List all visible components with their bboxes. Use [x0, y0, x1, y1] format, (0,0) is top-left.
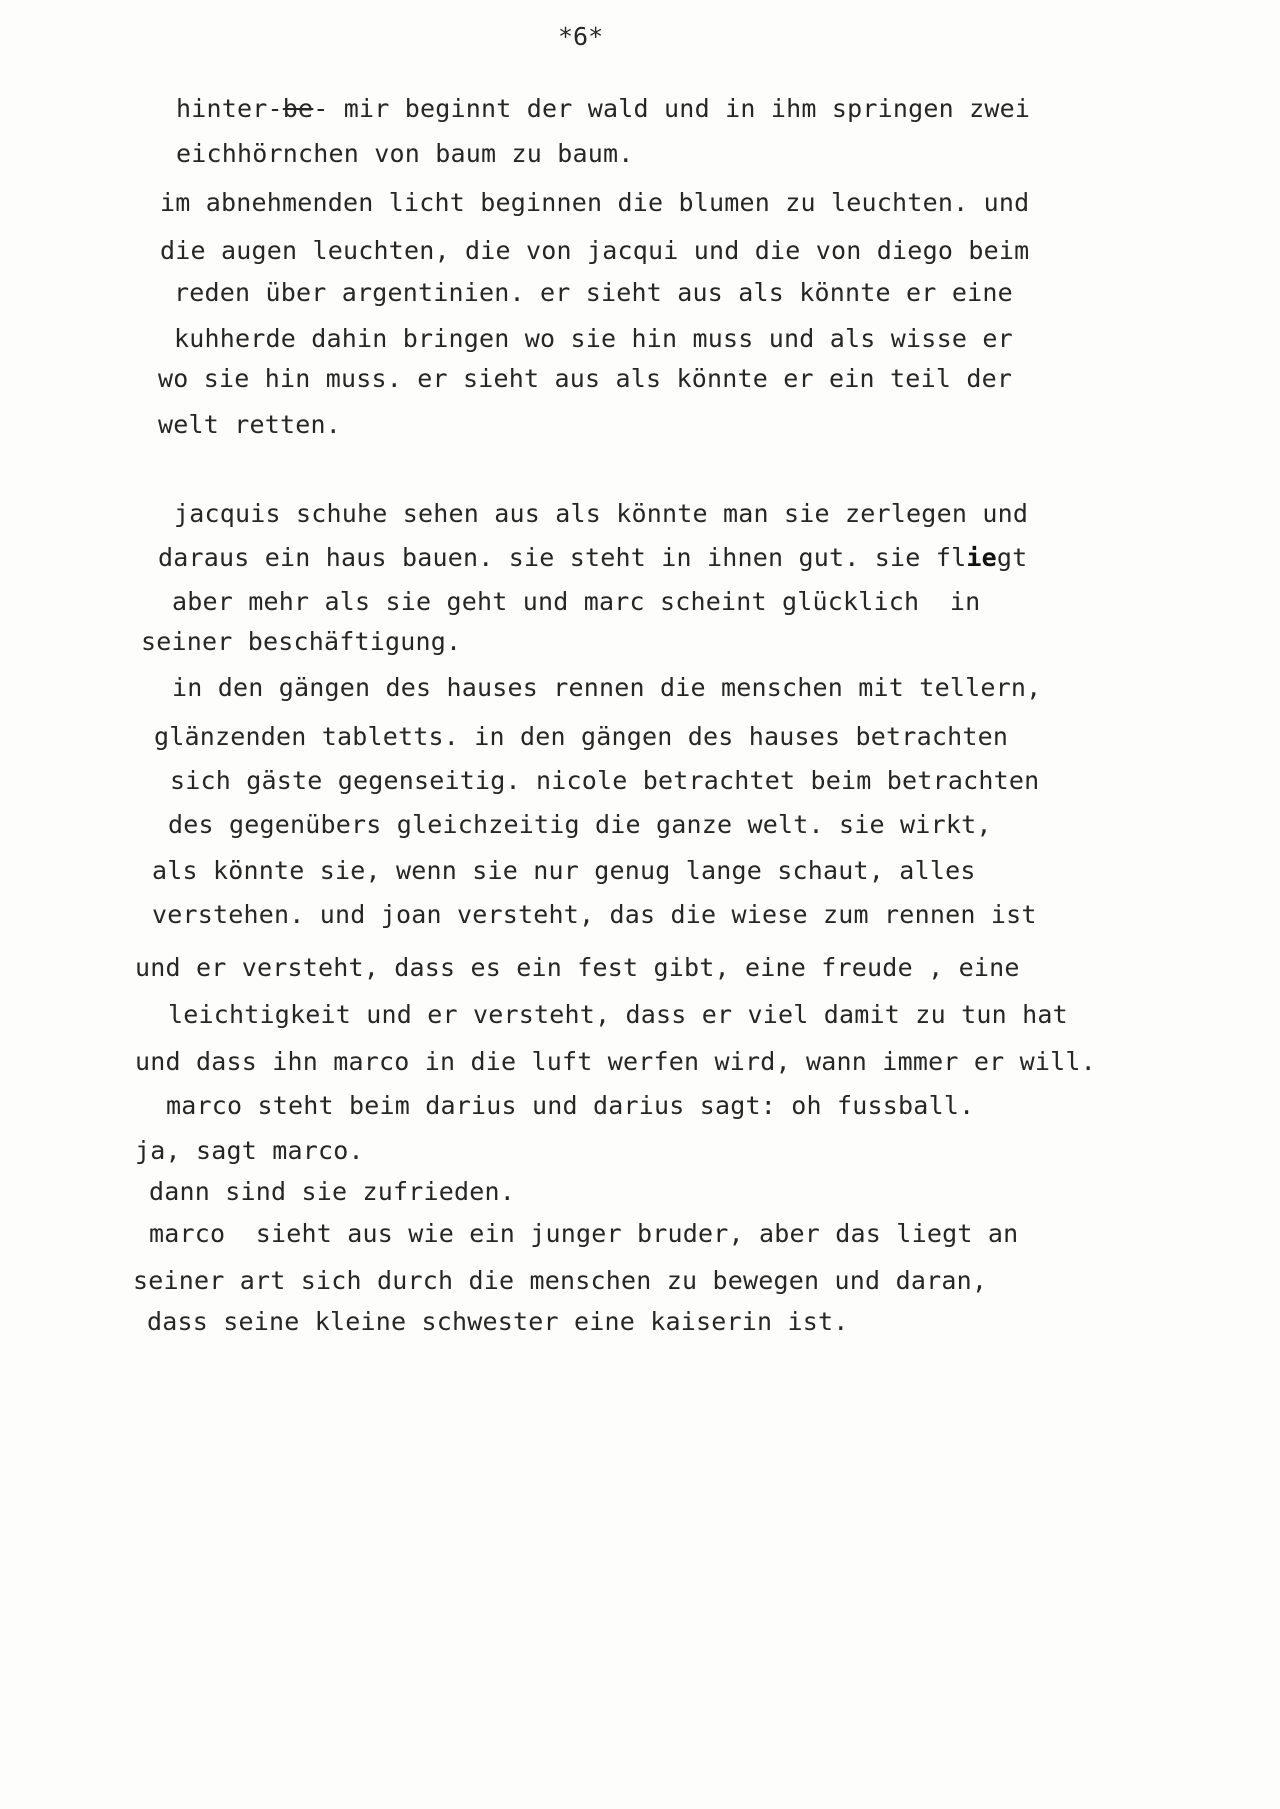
text-line: leichtigkeit und er versteht, dass er viel damit zu tun hat — [168, 1000, 1068, 1029]
text-segment: daraus ein haus bauen. sie steht in ihnen gut. sie fl — [158, 543, 967, 572]
struck-out-text: be — [282, 94, 314, 123]
text-line: im abnehmenden licht beginnen die blumen zu leuchten. und — [160, 188, 1030, 217]
text-line: jacquis schuhe sehen aus als könnte man sie zerlegen und — [174, 499, 1029, 528]
text-line: als könnte sie, wenn sie nur genug lange schaut, alles — [152, 856, 976, 885]
text-line: marco sieht aus wie ein junger bruder, aber das liegt an — [149, 1219, 1019, 1248]
text-line: welt retten. — [158, 410, 342, 439]
overtyped-text: ie — [966, 543, 997, 572]
text-line: dass seine kleine schwester eine kaiserin ist. — [147, 1307, 849, 1336]
text-line: dann sind sie zufrieden. — [149, 1177, 516, 1206]
text-segment: gt — [996, 543, 1028, 572]
text-line: verstehen. und joan versteht, das die wiese zum rennen ist — [152, 900, 1037, 929]
text-line: die augen leuchten, die von jacqui und die von diego beim — [160, 236, 1030, 265]
text-line: eichhörnchen von baum zu baum. — [176, 139, 634, 168]
text-line: seiner beschäftigung. — [141, 627, 462, 656]
text-line: glänzenden tabletts. in den gängen des hauses betrachten — [154, 722, 1009, 751]
text-line: des gegenübers gleichzeitig die ganze welt. sie wirkt, — [168, 810, 992, 839]
text-segment: - mir beginnt der wald und in ihm springen zwei — [313, 94, 1031, 123]
text-line: seiner art sich durch die menschen zu bewegen und daran, — [133, 1266, 988, 1295]
text-line: in den gängen des hauses rennen die menschen mit tellern, — [172, 673, 1042, 702]
text-line: kuhherde dahin bringen wo sie hin muss und als wisse er — [174, 324, 1013, 353]
text-line: und dass ihn marco in die luft werfen wird, wann immer er will. — [135, 1047, 1096, 1076]
text-line: marco steht beim darius und darius sagt: oh fussball. — [166, 1091, 975, 1120]
text-line: ja, sagt marco. — [135, 1136, 364, 1165]
text-line: wo sie hin muss. er sieht aus als könnte er ein teil der — [158, 364, 1013, 393]
text-line — [176, 94, 1030, 124]
text-line: und er versteht, dass es ein fest gibt, eine freude , eine — [135, 953, 1020, 982]
text-line: reden über argentinien. er sieht aus als könnte er eine — [174, 278, 1013, 307]
text-segment: hinter- — [176, 94, 283, 123]
text-line: sich gäste gegenseitig. nicole betrachtet beim betrachten — [170, 766, 1040, 795]
page-number: *6* — [558, 22, 604, 51]
text-line — [158, 543, 1027, 573]
text-line: aber mehr als sie geht und marc scheint glücklich in — [172, 587, 981, 616]
